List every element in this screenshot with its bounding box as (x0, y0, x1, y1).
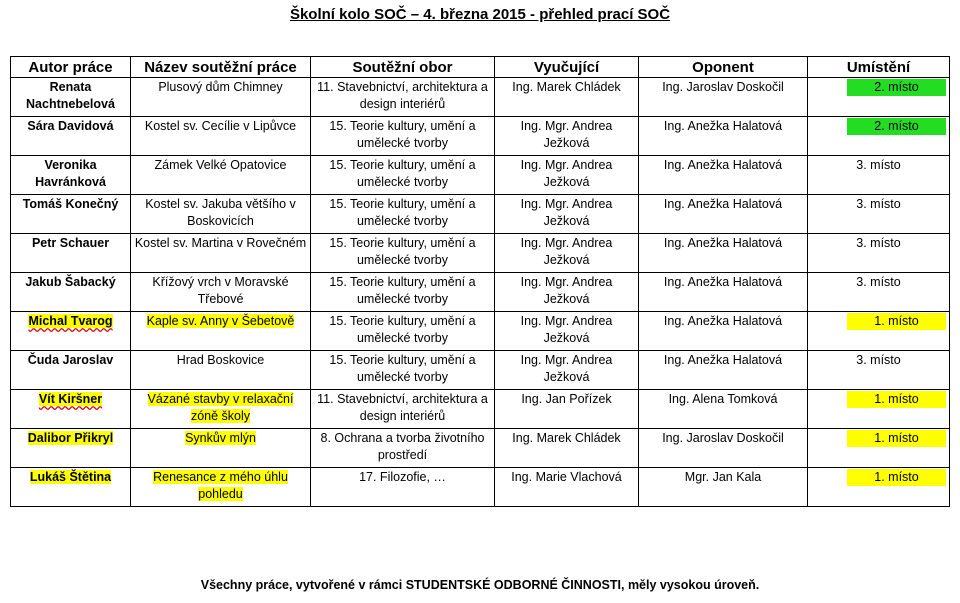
placement-cell (808, 273, 950, 312)
footer-note: Všechny práce, vytvořené v rámci STUDENTSKÉ ODBORNÉ ČINNOSTI, měly vysokou úroveň. (200, 578, 760, 592)
opponent-name: Ing. Jaroslav Doskočil (662, 80, 784, 94)
teacher-cell (495, 156, 639, 195)
field-name: 17. Filozofie, … (359, 470, 446, 484)
opponent-cell (639, 390, 808, 429)
work-title: Hrad Boskovice (176, 353, 265, 367)
header-teacher: Vyučující (495, 57, 639, 78)
work-title: Kostel sv. Jakuba většího v Boskovicích (145, 197, 296, 228)
author-name: Dalibor Přikryl (27, 431, 114, 445)
table-row (11, 78, 950, 117)
field-cell (311, 351, 495, 390)
opponent-name: Ing. Jaroslav Doskočil (662, 431, 784, 445)
work-title-cell (131, 390, 311, 429)
teacher-name: Ing. Mgr. Andrea Ježková (520, 353, 613, 384)
placement-cell (808, 390, 950, 429)
field-name: 8. Ochrana a tvorba životního prostředí (320, 431, 485, 462)
author-name: Lukáš Štětina (29, 470, 112, 484)
work-title: Kaple sv. Anny v Šebetově (146, 314, 295, 328)
teacher-cell (495, 429, 639, 468)
placement-value: 3. místo (856, 353, 901, 367)
work-title: Zámek Velké Opatovice (154, 158, 287, 172)
author-name: Sára Davidová (27, 119, 114, 133)
teacher-name: Ing. Marek Chládek (512, 431, 621, 445)
author-name: Čuda Jaroslav (27, 353, 114, 367)
teacher-name: Ing. Marie Vlachová (511, 470, 622, 484)
teacher-name: Ing. Mgr. Andrea Ježková (520, 236, 613, 267)
work-title: Plusový dům Chimney (158, 80, 283, 94)
opponent-cell (639, 351, 808, 390)
work-title-cell (131, 234, 311, 273)
work-title: Kostel sv. Cecílie v Lipůvce (144, 119, 297, 133)
author-cell (11, 351, 131, 390)
placement-cell (808, 117, 950, 156)
header-work-title: Název soutěžní práce (131, 57, 311, 78)
author-cell (11, 468, 131, 507)
author-cell (11, 390, 131, 429)
placement-value: 2. místo (847, 118, 946, 135)
author-name: Jakub Šabacký (25, 275, 116, 289)
work-title-cell (131, 156, 311, 195)
author-cell (11, 156, 131, 195)
table-row (11, 312, 950, 351)
table-row (11, 156, 950, 195)
teacher-cell (495, 351, 639, 390)
placement-value: 3. místo (856, 236, 901, 250)
author-cell (11, 78, 131, 117)
opponent-name: Ing. Anežka Halatová (663, 275, 783, 289)
placement-cell (808, 312, 950, 351)
work-title-cell (131, 78, 311, 117)
field-cell (311, 390, 495, 429)
teacher-cell (495, 78, 639, 117)
work-title: Synkův mlýn (185, 431, 256, 445)
work-title-cell (131, 351, 311, 390)
opponent-name: Ing. Anežka Halatová (663, 314, 783, 328)
author-cell (11, 117, 131, 156)
teacher-name: Ing. Jan Pořízek (521, 392, 612, 406)
table-row (11, 195, 950, 234)
field-name: 15. Teorie kultury, umění a umělecké tvorby (329, 275, 476, 306)
placement-cell (808, 156, 950, 195)
table-header-row (11, 57, 950, 78)
opponent-cell (639, 234, 808, 273)
field-name: 15. Teorie kultury, umění a umělecké tvorby (329, 197, 476, 228)
field-name: 15. Teorie kultury, umění a umělecké tvorby (329, 236, 476, 267)
author-name: Renata Nachtnebelová (26, 80, 115, 111)
table-row (11, 117, 950, 156)
field-cell (311, 117, 495, 156)
table-row (11, 351, 950, 390)
opponent-cell (639, 429, 808, 468)
author-name: Veronika Havránková (35, 158, 106, 189)
teacher-cell (495, 234, 639, 273)
author-cell (11, 234, 131, 273)
field-name: 15. Teorie kultury, umění a umělecké tvorby (329, 314, 476, 345)
table-body (11, 78, 950, 507)
teacher-cell (495, 390, 639, 429)
opponent-cell (639, 195, 808, 234)
teacher-cell (495, 117, 639, 156)
table-row (11, 234, 950, 273)
field-name: 15. Teorie kultury, umění a umělecké tvorby (329, 353, 476, 384)
placement-cell (808, 468, 950, 507)
work-title-cell (131, 429, 311, 468)
author-name: Michal Tvarog (28, 314, 113, 328)
opponent-cell (639, 312, 808, 351)
field-cell (311, 234, 495, 273)
works-table (10, 56, 950, 507)
placement-value: 1. místo (847, 430, 946, 447)
placement-cell (808, 234, 950, 273)
placement-value: 3. místo (856, 197, 901, 211)
table-row (11, 468, 950, 507)
opponent-cell (639, 273, 808, 312)
work-title-cell (131, 273, 311, 312)
field-cell (311, 195, 495, 234)
field-name: 11. Stavebnictví, architektura a design interiérů (317, 80, 488, 111)
placement-cell (808, 429, 950, 468)
opponent-name: Ing. Anežka Halatová (663, 158, 783, 172)
work-title: Renesance z mého úhlu pohledu (153, 470, 288, 501)
work-title: Křížový vrch v Moravské Třebové (152, 275, 289, 306)
teacher-name: Ing. Mgr. Andrea Ježková (520, 119, 613, 150)
teacher-name: Ing. Mgr. Andrea Ježková (520, 314, 613, 345)
header-author: Autor práce (11, 57, 131, 78)
teacher-cell (495, 468, 639, 507)
field-name: 15. Teorie kultury, umění a umělecké tvorby (329, 119, 476, 150)
opponent-cell (639, 156, 808, 195)
opponent-cell (639, 117, 808, 156)
field-cell (311, 312, 495, 351)
teacher-cell (495, 312, 639, 351)
field-name: 15. Teorie kultury, umění a umělecké tvorby (329, 158, 476, 189)
teacher-name: Ing. Mgr. Andrea Ježková (520, 275, 613, 306)
page-title: Školní kolo SOČ – 4. března 2015 - přehled prací SOČ (289, 6, 671, 23)
opponent-cell (639, 78, 808, 117)
work-title-cell (131, 117, 311, 156)
opponent-name: Ing. Anežka Halatová (663, 236, 783, 250)
header-field: Soutěžní obor (311, 57, 495, 78)
teacher-cell (495, 195, 639, 234)
placement-value: 2. místo (847, 79, 946, 96)
placement-value: 1. místo (847, 391, 946, 408)
teacher-name: Ing. Mgr. Andrea Ježková (520, 158, 613, 189)
opponent-cell (639, 468, 808, 507)
author-cell (11, 429, 131, 468)
field-cell (311, 78, 495, 117)
placement-value: 3. místo (856, 275, 901, 289)
placement-cell (808, 351, 950, 390)
opponent-name: Ing. Anežka Halatová (663, 119, 783, 133)
work-title-cell (131, 468, 311, 507)
field-name: 11. Stavebnictví, architektura a design interiérů (317, 392, 488, 423)
field-cell (311, 273, 495, 312)
author-name: Petr Schauer (31, 236, 110, 250)
placement-value: 3. místo (856, 158, 901, 172)
table-row (11, 429, 950, 468)
author-name: Vít Kiršner (38, 392, 103, 406)
author-cell (11, 273, 131, 312)
opponent-name: Ing. Alena Tomková (668, 392, 778, 406)
header-placement: Umístění (808, 57, 950, 78)
placement-value: 1. místo (847, 313, 946, 330)
table-row (11, 273, 950, 312)
placement-cell (808, 195, 950, 234)
teacher-name: Ing. Mgr. Andrea Ježková (520, 197, 613, 228)
header-opponent: Oponent (639, 57, 808, 78)
opponent-name: Ing. Anežka Halatová (663, 197, 783, 211)
opponent-name: Mgr. Jan Kala (684, 470, 762, 484)
placement-value: 1. místo (847, 469, 946, 486)
field-cell (311, 429, 495, 468)
field-cell (311, 156, 495, 195)
opponent-name: Ing. Anežka Halatová (663, 353, 783, 367)
work-title: Kostel sv. Martina v Rovečném (134, 236, 307, 250)
teacher-cell (495, 273, 639, 312)
work-title: Vázané stavby v relaxační zóně školy (147, 392, 294, 423)
author-cell (11, 195, 131, 234)
work-title-cell (131, 195, 311, 234)
table-row (11, 390, 950, 429)
author-name: Tomáš Konečný (22, 197, 119, 211)
placement-cell (808, 78, 950, 117)
field-cell (311, 468, 495, 507)
author-cell (11, 312, 131, 351)
teacher-name: Ing. Marek Chládek (512, 80, 621, 94)
work-title-cell (131, 312, 311, 351)
